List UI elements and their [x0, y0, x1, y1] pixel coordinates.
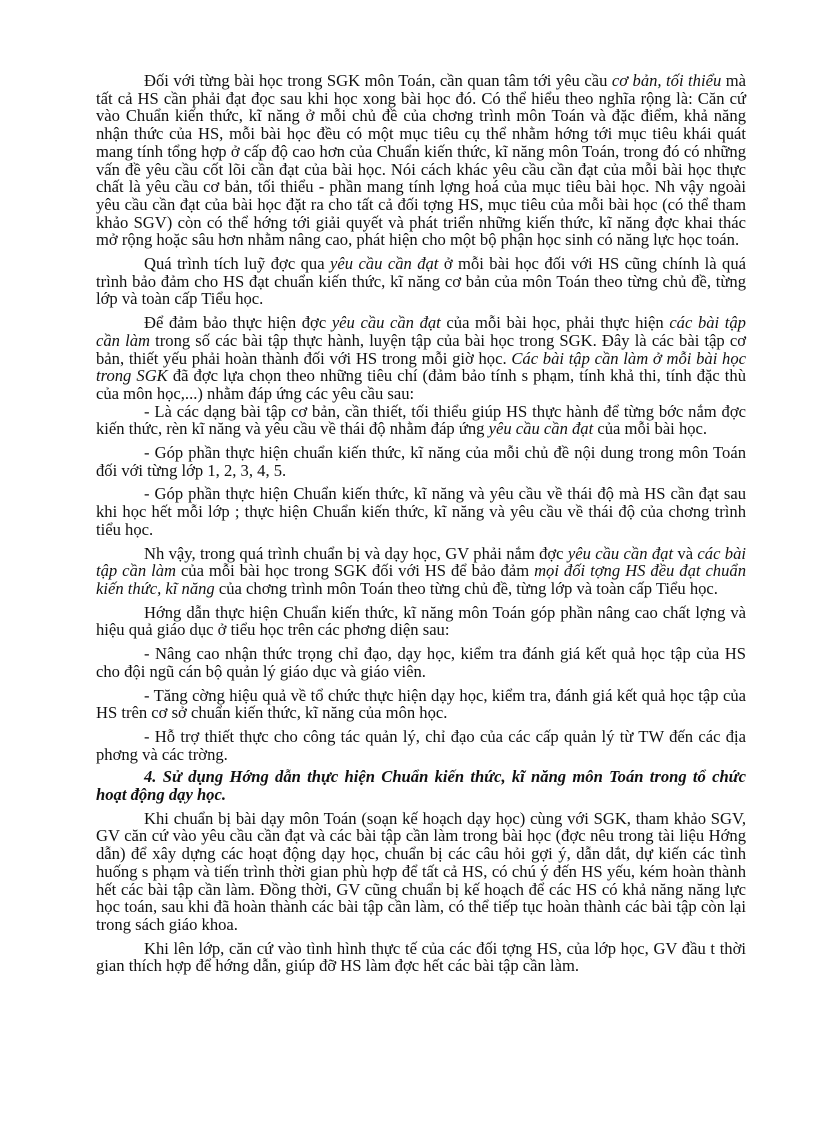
text-run: - Nâng cao nhận thức trọng chỉ đạo, dạy học, kiểm tra đánh giá kết quả học tập của HS cho đội ngũ cán bộ quản lý giáo dục và giáo viên. [96, 644, 746, 681]
text-run: của mỗi bài học. [593, 419, 708, 439]
text-run: và [673, 543, 698, 563]
text-run: Khi lên lớp, căn cứ vào tình hình thực tế của các đối tợng HS, của lớp học, GV đầu t thời gian thích hợp để hớng dẫn, giúp đỡ HS làm đợc hết các bài tập cần làm. [96, 938, 746, 976]
italic-text: yêu cầu cần đạt [488, 419, 594, 439]
document-page [96, 72, 746, 975]
paragraph [96, 687, 746, 722]
paragraph [96, 72, 746, 249]
text-run: - Hỗ trợ thiết thực cho công tác quản lý, chỉ đạo của các cấp quản lý từ TW đến các địa phơng và các trờng. [96, 726, 746, 764]
italic-text: yêu cầu cần đạt [331, 313, 441, 333]
text-run: trong số các bài tập thực hành, luyện tập của bài học trong SGK. Đây là các bài tập cơ bản, thiết yếu phải hoàn thành đối với HS trong mỗi giờ học. [96, 330, 747, 368]
italic-text: các bài tập cần làm [96, 313, 746, 350]
paragraph [96, 604, 746, 639]
paragraph [96, 485, 746, 538]
text-run: - Góp phần thực hiện chuẩn kiến thức, kĩ năng của mỗi chủ đề nội dung trong môn Toán đối với từng lớp 1, 2, 3, 4, 5. [96, 443, 746, 480]
paragraph [96, 444, 746, 479]
paragraph [96, 545, 746, 598]
italic-text: cơ bản, tối thiểu [611, 71, 722, 90]
text-run: Đối với từng bài học trong SGK môn Toán, cần quan tâm tới yêu cầu [144, 71, 612, 90]
paragraph [96, 810, 746, 934]
paragraph [96, 728, 746, 763]
text-run: của mỗi bài học trong SGK đối với HS để bảo đảm [175, 561, 535, 581]
text-run: đã đợc lựa chọn theo những tiêu chí (đảm bảo tính s phạm, tính khả thi, tính đặc thù của môn học,...) nhằm đáp ứng các yêu cầu sau: [96, 366, 747, 403]
paragraph [96, 940, 746, 975]
italic-text: yêu cầu cần đạt [567, 543, 674, 563]
text-run: Khi chuẩn bị bài dạy môn Toán (soạn kế hoạch dạy học) cùng với SGK, tham khảo SGV, GV căn cứ vào yêu cầu cần đạt và các bài tập cần làm trong bài học (đợc nêu trong tài liệu Hớng dẫn) để xây dựng các hoạt động dạy học, chuẩn bị các câu hỏi gợi ý, dẫn dắt, dự kiến các tình huống s phạm và tiến trình thời gian phù hợp để tất cả HS, có chú ý đến HS yếu, kém hoàn thành hết các bài tập cần làm. Đồng thời, GV cũng chuẩn bị kế hoạch để các HS có khả năng năng lực học toán, sau khi đã hoàn thành các bài tập cần làm, có thể tiếp tục hoàn thành các bài tập còn lại trong sách giáo khoa. [96, 808, 746, 934]
text-run: - Là các dạng bài tập cơ bản, cần thiết, tối thiểu giúp HS thực hành để từng bớc nắm đợc kiến thức, rèn kĩ năng và yêu cầu về thái độ nhằm đáp ứng [96, 401, 746, 439]
text-run: mà tất cả HS cần phải đạt đọc sau khi học xong bài học đó. Có thể hiểu theo nghĩa rộng là: Căn cứ vào Chuẩn kiến thức, kĩ năng ở mỗi chủ đề của chơng trình môn Toán và đặc điểm, khả năng nhận thức của HS, mỗi bài học đều có một mục tiêu cụ thể nhằm hớng tới mục tiêu khái quát mang tính tổng hợp ở cấp độ cao hơn của Chuẩn kiến thức, kĩ năng môn Toán, trong đó có những vấn đề yêu cầu cốt lõi cần đạt của bài học. Nói cách khác yêu cầu cần đạt của mỗi bài học thực chất là yêu cầu cơ bản, tối thiểu - phần mang tính lợng hoá của mục tiêu bài học. Nh vậy ngoài yêu cầu cần đạt của bài học đặt ra cho tất cả đối tợng HS, mục tiêu của mỗi bài học (có thể tham khảo SGV) còn có thể hớng tới giải quyết và phát triển những kiến thức, kĩ năng đợc khai thác mở rộng hoặc sâu hơn nhằm nâng cao, phát hiện cho một bộ phận học sinh có năng lực học toán. [96, 71, 747, 250]
text-run: của chơng trình môn Toán theo từng chủ đề, từng lớp và toàn cấp Tiểu học. [214, 578, 718, 598]
paragraph [96, 314, 746, 403]
section-heading-4: 4. Sử dụng Hớng dẫn thực hiện Chuẩn kiến thức, kĩ năng môn Toán trong tổ chức hoạt động dạy học. [96, 767, 746, 805]
text-run: Hớng dẫn thực hiện Chuẩn kiến thức, kĩ năng môn Toán góp phần nâng cao chất lợng và hiệu quả giáo dục ở tiểu học trên các phơng diện sau: [96, 602, 746, 640]
body-text-section-1 [96, 72, 746, 763]
text-run: ở mỗi bài học đối với HS cũng chính là quá trình bảo đảm cho HS đạt chuẩn kiến thức, kĩ năng cơ bản của môn Toán theo từng chủ đề, từng lớp và toàn cấp Tiểu học. [96, 254, 747, 309]
paragraph [96, 645, 746, 680]
italic-text: yêu cầu cần đạt [330, 254, 439, 274]
paragraph [96, 403, 746, 438]
text-run: Quá trình tích luỹ đợc qua [144, 254, 330, 274]
text-run: - Tăng cờng hiệu quả về tổ chức thực hiện dạy học, kiểm tra, đánh giá kết quả học tập của HS trên cơ sở chuẩn kiến thức, kĩ năng của môn học. [96, 685, 746, 723]
italic-text: các bài tập cần làm [96, 543, 746, 581]
text-run: Nh vậy, trong quá trình chuẩn bị và dạy học, GV phải nắm đợc [144, 543, 568, 563]
text-run: của mỗi bài học, phải thực hiện [440, 313, 670, 333]
text-run: - Góp phần thực hiện Chuẩn kiến thức, kĩ năng và yêu cầu về thái độ mà HS cần đạt sau khi học hết mỗi lớp ; thực hiện Chuẩn kiến thức, kĩ năng và yêu cầu về thái độ của chơng trình tiểu học. [96, 484, 746, 539]
body-text-section-2 [96, 810, 746, 975]
italic-text: mọi đối tợng HS đều đạt chuẩn kiến thức, kĩ năng [96, 561, 746, 598]
paragraph [96, 255, 746, 308]
text-run: Để đảm bảo thực hiện đợc [144, 313, 332, 333]
italic-text: Các bài tập cần làm ở mỗi bài học trong SGK [96, 348, 746, 386]
